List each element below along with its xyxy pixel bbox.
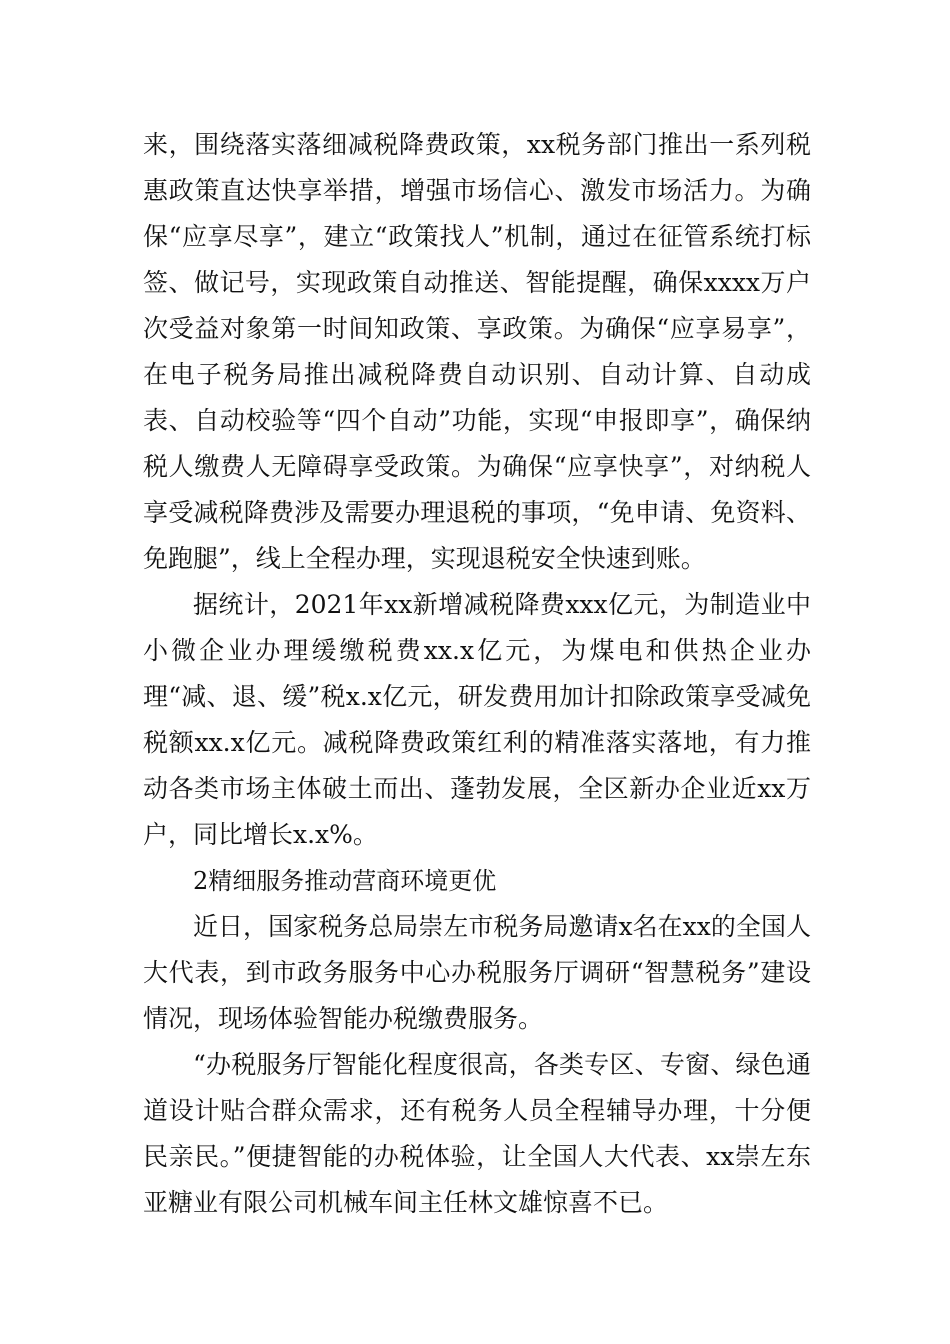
paragraph-npc-visit: 近日，国家税务总局崇左市税务局邀请x名在xx的全国人大代表，到市政务服务中心办税服务厅调研“智慧税务”建设情况，现场体验智能办税缴费服务。 bbox=[143, 912, 811, 1033]
paragraph-policy-measures: 来，围绕落实落细减税降费政策，xx税务部门推出一系列税惠政策直达快享举措，增强市场信心、激发市场活力。为确保“应享尽享”，建立“政策找人”机制，通过在征管系统打标签、做记号，实现政策自动推送、智能提醒，确保xxxx万户次受益对象第一时间知政策、享政策。为确保“应享易享”，在电子税务局推出减税降费自动识别、自动计算、自动成表、自动校验等“四个自动”功能，实现“申报即享”，确保纳税人缴费人无障碍享受政策。为确保“应享快享”，对纳税人享受减税降费涉及需要办理退税的事项，“免申请、免资料、免跑腿”，线上全程办理，实现退税安全快速到账。 bbox=[143, 130, 811, 573]
paragraph-quote: “办税服务厅智能化程度很高，各类专区、专窗、绿色通道设计贴合群众需求，还有税务人员全程辅导办理，十分便民亲民。”便捷智能的办税体验，让全国人大代表、xx崇左东亚糖业有限公司机械车间主任林文雄惊喜不已。 bbox=[143, 1050, 811, 1217]
document-body bbox=[143, 122, 811, 1226]
paragraph-statistics: 据统计，2021年xx新增减税降费xxx亿元，为制造业中小微企业办理缓缴税费xx.x亿元，为煤电和供热企业办理“减、退、缓”税x.x亿元，研发费用加计扣除政策享受减免税额xx.x亿元。减税降费政策红利的精准落实落地，有力推动各类市场主体破土而出、蓬勃发展，全区新办企业近xx万户，同比增长x.x%。 bbox=[143, 590, 811, 849]
section-heading: 2精细服务推动营商环境更优 bbox=[193, 867, 497, 895]
